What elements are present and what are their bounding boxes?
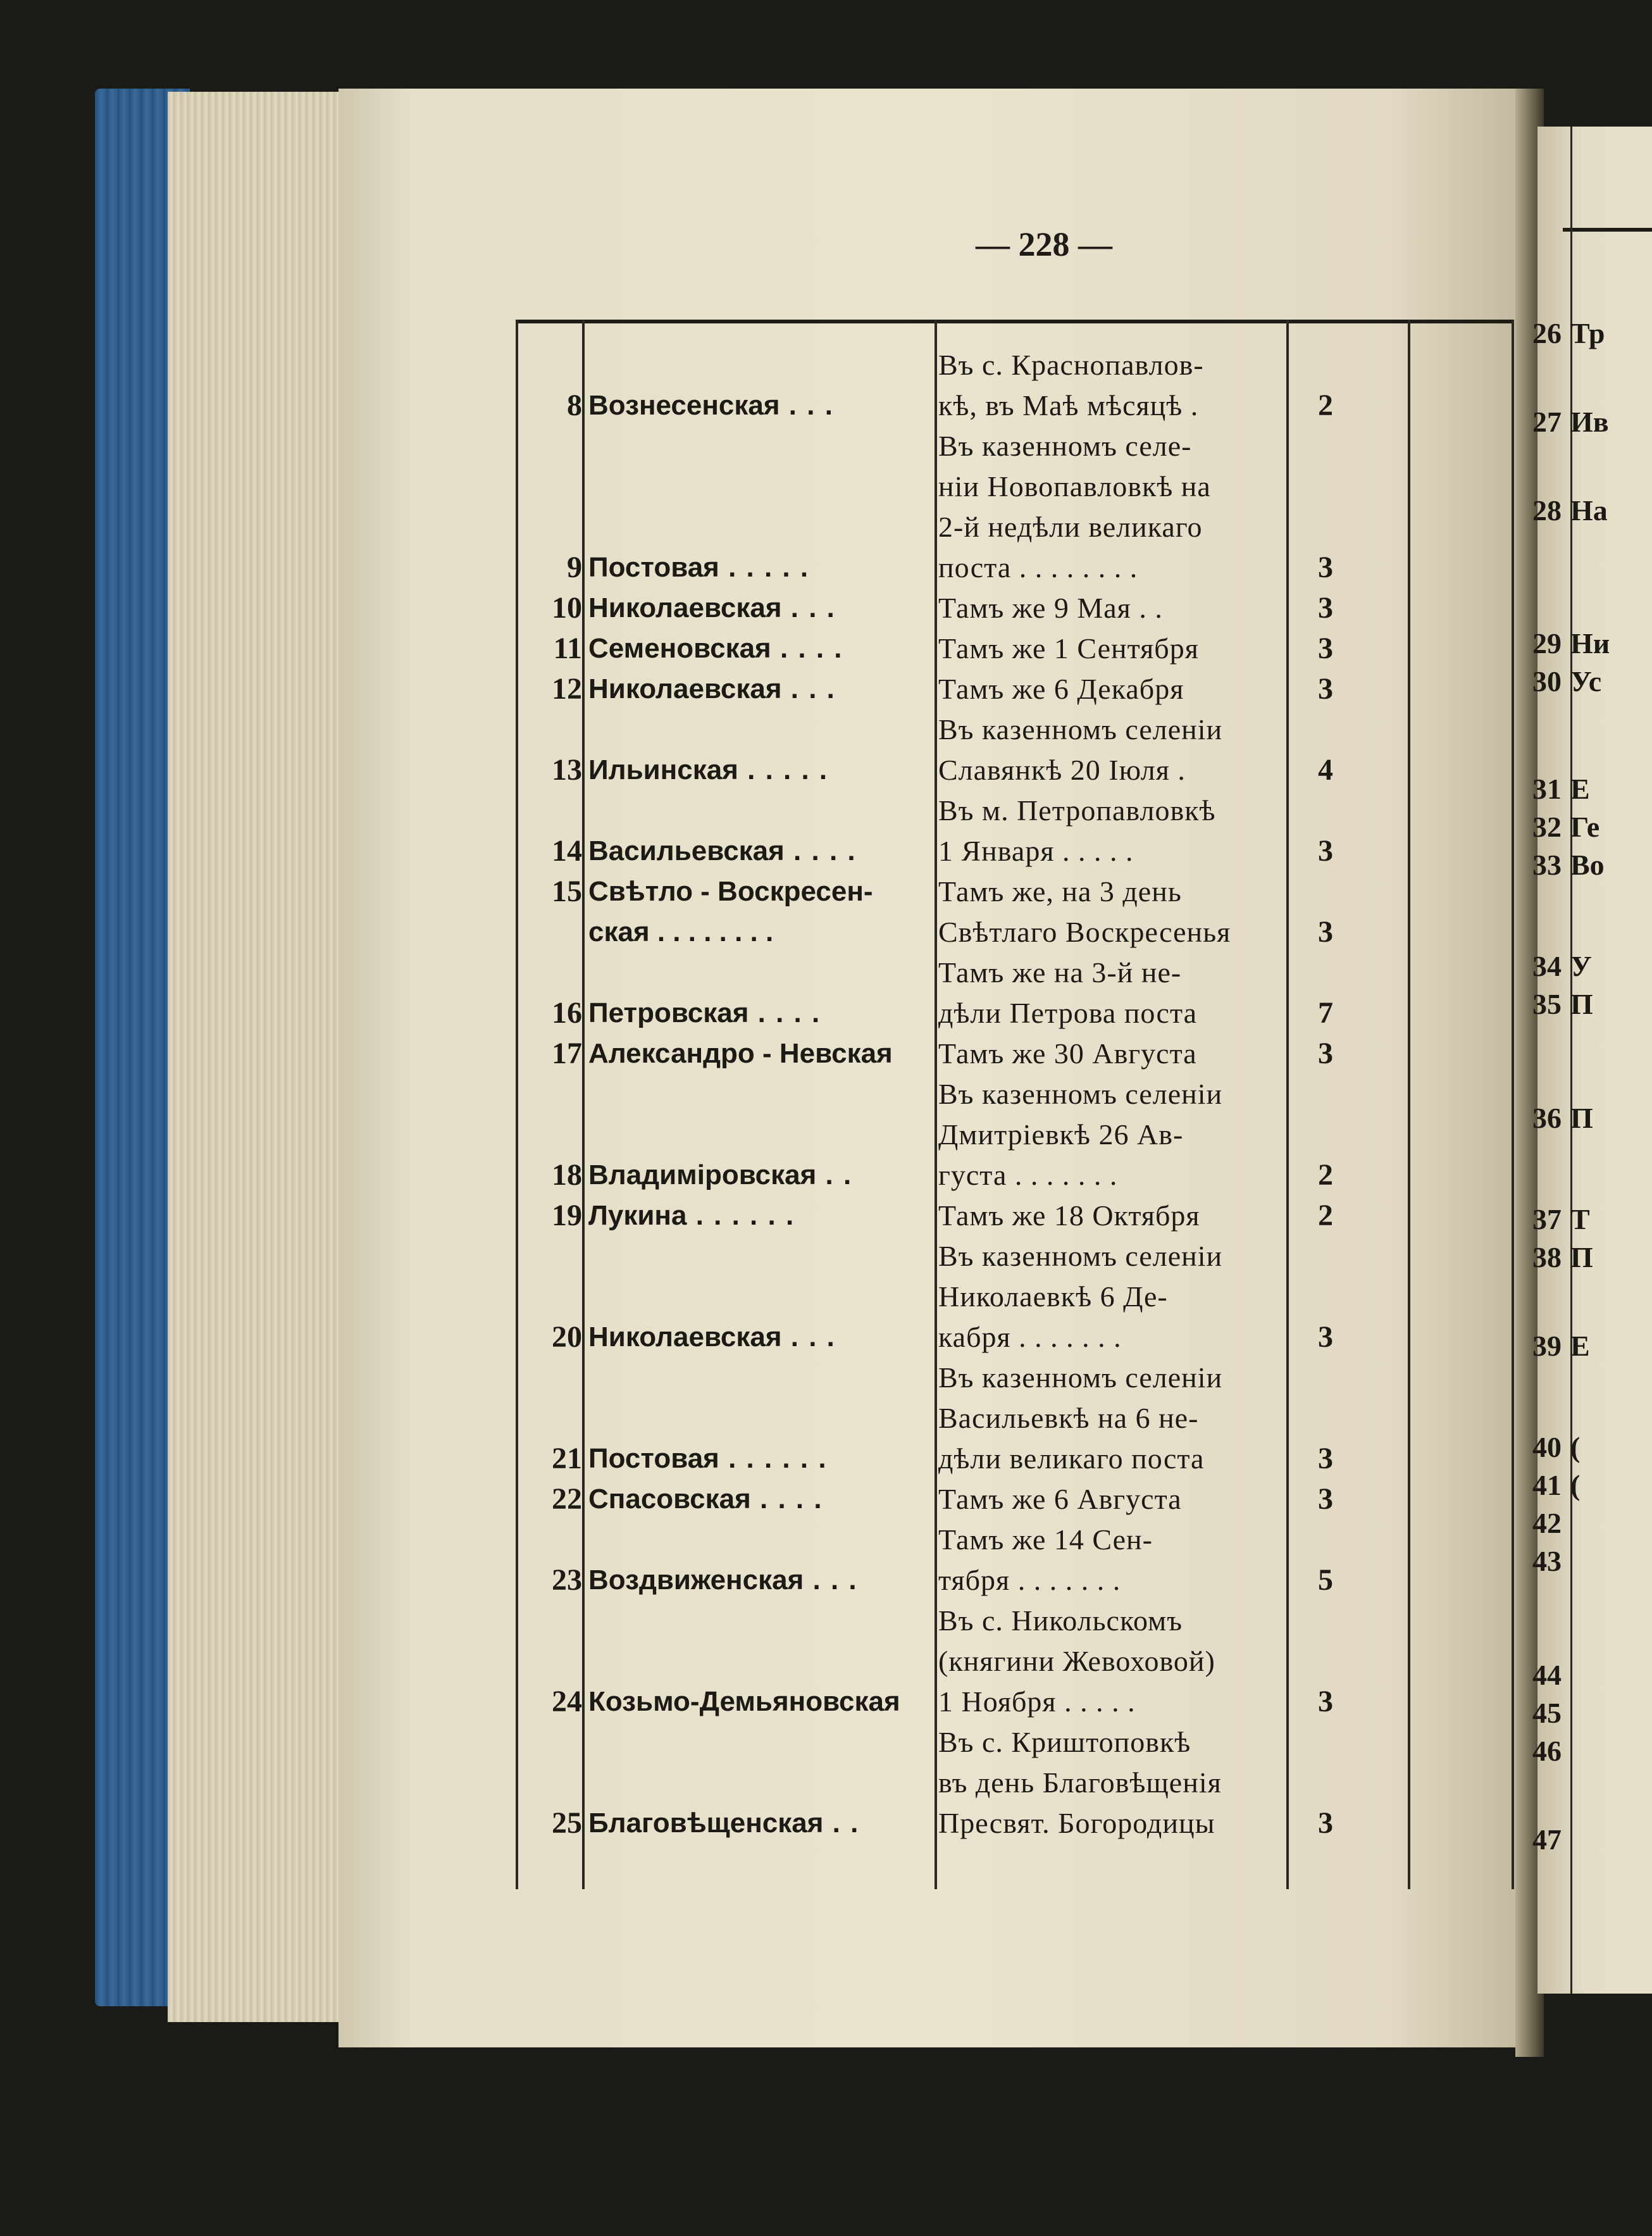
fair-name bbox=[588, 1196, 813, 1236]
right-page-row bbox=[1532, 772, 1590, 806]
right-row-number: 47 bbox=[1532, 1823, 1562, 1856]
fair-duration-days: 3 bbox=[1318, 1806, 1333, 1840]
fair-duration-days: 2 bbox=[1318, 1158, 1333, 1192]
leader-dots: . . . . . . bbox=[686, 1200, 795, 1231]
fair-name-text: Свѣтло - Воскресен- bbox=[588, 876, 873, 907]
fair-name bbox=[588, 1034, 893, 1074]
fair-location-date bbox=[938, 669, 1280, 709]
fair-name-text: Постовая bbox=[588, 552, 719, 583]
location-line: Тамъ же 6 Августа bbox=[938, 1483, 1182, 1515]
location-line: 2-й недѣли великаго bbox=[938, 511, 1203, 543]
fair-location-date bbox=[938, 1520, 1280, 1601]
fair-name bbox=[588, 750, 829, 790]
right-row-number: 35 bbox=[1532, 988, 1562, 1020]
right-row-number: 29 bbox=[1532, 627, 1562, 659]
fair-name bbox=[588, 1479, 823, 1520]
fair-duration-days: 4 bbox=[1318, 753, 1333, 787]
table-row bbox=[516, 345, 1514, 426]
right-row-fragment: Е bbox=[1570, 773, 1590, 805]
leader-dots: . . . . . bbox=[719, 552, 810, 583]
location-line: Дмитріевкѣ 26 Ав- bbox=[938, 1118, 1184, 1151]
right-page-row bbox=[1532, 1506, 1570, 1540]
fair-name bbox=[588, 385, 834, 426]
location-line: Въ с. Криштоповкѣ bbox=[938, 1726, 1191, 1758]
location-line: кѣ, въ Маѣ мѣсяцѣ . bbox=[938, 389, 1199, 422]
fair-location-date bbox=[938, 790, 1280, 871]
right-page-row bbox=[1532, 1734, 1570, 1768]
right-page-row bbox=[1532, 949, 1592, 983]
fair-duration-days: 2 bbox=[1318, 389, 1333, 422]
right-row-fragment: Ив bbox=[1570, 406, 1609, 438]
leader-dots: . . . . . bbox=[738, 754, 829, 785]
fair-duration-days: 3 bbox=[1318, 1037, 1333, 1070]
row-number: 16 bbox=[552, 996, 582, 1030]
fair-duration-days: 3 bbox=[1318, 591, 1333, 625]
right-row-number: 39 bbox=[1532, 1330, 1562, 1362]
fair-location-date bbox=[938, 1358, 1280, 1479]
fair-duration-days: 7 bbox=[1318, 996, 1333, 1030]
table-row bbox=[516, 871, 1514, 952]
location-line: поста . . . . . . . . bbox=[938, 551, 1138, 584]
right-row-number: 46 bbox=[1532, 1735, 1562, 1767]
fair-name bbox=[588, 1317, 836, 1358]
right-row-number: 27 bbox=[1532, 406, 1562, 438]
right-page bbox=[1532, 127, 1652, 1994]
fair-duration-days: 3 bbox=[1318, 1482, 1333, 1516]
right-page-row bbox=[1532, 1430, 1580, 1464]
right-page-row bbox=[1532, 1240, 1593, 1274]
right-row-number: 33 bbox=[1532, 849, 1562, 881]
right-row-fragment: ( bbox=[1570, 1431, 1581, 1463]
right-row-fragment: Во bbox=[1570, 849, 1605, 881]
location-line: Тамъ же, на 3 день bbox=[938, 875, 1182, 908]
right-row-fragment: Тр bbox=[1570, 317, 1605, 349]
row-number: 22 bbox=[552, 1482, 582, 1516]
right-row-number: 43 bbox=[1532, 1545, 1562, 1577]
leader-dots: . . . bbox=[781, 592, 836, 623]
row-number: 8 bbox=[567, 389, 582, 422]
right-row-number: 41 bbox=[1532, 1469, 1562, 1501]
leader-dots: . . . . . . bbox=[719, 1443, 828, 1474]
fair-duration-days: 3 bbox=[1318, 834, 1333, 868]
table-row bbox=[516, 588, 1514, 628]
row-number: 13 bbox=[552, 753, 582, 787]
row-number: 14 bbox=[552, 834, 582, 868]
location-line: Николаевкѣ 6 Де- bbox=[938, 1280, 1168, 1313]
row-number: 15 bbox=[552, 875, 582, 908]
fair-name-text: Петровская bbox=[588, 997, 749, 1028]
row-number: 23 bbox=[552, 1563, 582, 1597]
fair-name-text: Спасовская bbox=[588, 1483, 751, 1515]
fair-name-text: Благовѣщенская bbox=[588, 1808, 824, 1839]
right-row-number: 30 bbox=[1532, 665, 1562, 697]
right-page-row bbox=[1532, 316, 1605, 350]
location-line: густа . . . . . . . bbox=[938, 1159, 1118, 1191]
table-row bbox=[516, 1601, 1514, 1722]
table-row bbox=[516, 790, 1514, 871]
location-line: Въ казенномъ селеніи bbox=[938, 713, 1223, 746]
leader-dots: . . bbox=[823, 1808, 860, 1839]
fair-name bbox=[588, 1682, 900, 1722]
fair-location-date bbox=[938, 588, 1280, 628]
fair-location-date bbox=[938, 1722, 1280, 1844]
table-row bbox=[516, 1722, 1514, 1844]
fair-name-text: Постовая bbox=[588, 1443, 719, 1474]
leader-dots: . . . bbox=[781, 1321, 836, 1352]
right-page-row bbox=[1532, 1202, 1590, 1236]
right-page-row bbox=[1532, 1658, 1570, 1692]
fair-name bbox=[588, 669, 836, 709]
fair-name bbox=[588, 588, 836, 628]
fair-location-date bbox=[938, 1236, 1280, 1358]
location-line: Въ казенномъ селе- bbox=[938, 430, 1192, 462]
location-line: Пресвят. Богородицы bbox=[938, 1807, 1215, 1839]
right-row-number: 40 bbox=[1532, 1431, 1562, 1463]
location-line: въ день Благовѣщенія bbox=[938, 1766, 1222, 1799]
location-line: Тамъ же 1 Сентября bbox=[938, 632, 1199, 665]
fair-name bbox=[588, 1803, 860, 1844]
fair-duration-days: 3 bbox=[1318, 1320, 1333, 1354]
table-row bbox=[516, 1034, 1514, 1074]
right-page-row bbox=[1532, 810, 1599, 844]
location-line: Тамъ же 6 Декабря bbox=[938, 673, 1184, 705]
fairs-table bbox=[516, 320, 1514, 1889]
fair-duration-days: 5 bbox=[1318, 1563, 1333, 1597]
right-row-fragment: Т bbox=[1570, 1203, 1590, 1235]
location-line: Славянкѣ 20 Іюля . bbox=[938, 754, 1186, 786]
fair-name bbox=[588, 1155, 853, 1196]
location-line: Въ казенномъ селеніи bbox=[938, 1361, 1223, 1394]
table-row bbox=[516, 1520, 1514, 1601]
fair-duration-days: 3 bbox=[1318, 1442, 1333, 1475]
fair-location-date bbox=[938, 1196, 1280, 1236]
table-top-rule bbox=[516, 320, 1514, 323]
location-line: Тамъ же 9 Мая . . bbox=[938, 592, 1163, 624]
table-row bbox=[516, 952, 1514, 1034]
right-row-fragment: Ни bbox=[1570, 627, 1610, 659]
table-row bbox=[516, 1236, 1514, 1358]
page-number: — 228 — bbox=[976, 225, 1112, 263]
leader-dots: . . . bbox=[804, 1565, 858, 1596]
fair-duration-days: 3 bbox=[1318, 915, 1333, 949]
right-page-row bbox=[1532, 494, 1608, 527]
right-row-number: 31 bbox=[1532, 773, 1562, 805]
right-page-row bbox=[1532, 848, 1605, 882]
right-row-fragment: Ус bbox=[1570, 665, 1602, 697]
right-row-number: 34 bbox=[1532, 950, 1562, 982]
location-line: Въ казенномъ селеніи bbox=[938, 1078, 1223, 1110]
fair-name-text: Лукина bbox=[588, 1200, 687, 1231]
right-page-row bbox=[1532, 405, 1609, 439]
fair-location-date bbox=[938, 709, 1280, 790]
location-line: Тамъ же 30 Августа bbox=[938, 1037, 1197, 1070]
leader-dots: . . . bbox=[779, 390, 834, 421]
fair-duration-days: 2 bbox=[1318, 1199, 1333, 1232]
fair-name-text: Семеновская bbox=[588, 633, 771, 664]
fair-location-date bbox=[938, 1601, 1280, 1722]
fair-name-text: Николаевская bbox=[588, 592, 782, 623]
row-number: 18 bbox=[552, 1158, 582, 1192]
fair-location-date bbox=[938, 426, 1280, 588]
fair-location-date bbox=[938, 1074, 1280, 1196]
leader-dots: . . . . bbox=[750, 1483, 823, 1515]
table-row bbox=[516, 1196, 1514, 1236]
leader-dots: . . . bbox=[781, 673, 836, 704]
leader-dots: . . . . bbox=[748, 997, 821, 1028]
table-row bbox=[516, 1479, 1514, 1520]
right-page-row bbox=[1532, 1329, 1590, 1363]
right-row-fragment: ( bbox=[1570, 1469, 1581, 1501]
row-number: 11 bbox=[553, 632, 582, 665]
right-row-fragment: На bbox=[1570, 494, 1608, 527]
row-number: 17 bbox=[552, 1037, 582, 1070]
fair-name bbox=[588, 1439, 828, 1479]
row-number: 21 bbox=[552, 1442, 582, 1475]
location-line: Тамъ же 14 Сен- bbox=[938, 1523, 1153, 1556]
right-row-number: 45 bbox=[1532, 1697, 1562, 1729]
row-number: 19 bbox=[552, 1199, 582, 1232]
page-edges bbox=[168, 92, 345, 2022]
right-row-number: 32 bbox=[1532, 811, 1562, 843]
right-page-row bbox=[1532, 665, 1601, 698]
fair-duration-days: 3 bbox=[1318, 672, 1333, 706]
fair-name bbox=[588, 628, 843, 669]
row-number: 12 bbox=[552, 672, 582, 706]
right-row-number: 26 bbox=[1532, 317, 1562, 349]
location-line: дѣли великаго поста bbox=[938, 1442, 1205, 1475]
location-line: Тамъ же 18 Октября bbox=[938, 1199, 1200, 1232]
leader-dots: . . bbox=[816, 1159, 853, 1190]
row-number: 20 bbox=[552, 1320, 582, 1354]
fair-location-date bbox=[938, 345, 1280, 426]
table-row bbox=[516, 1358, 1514, 1479]
right-page-row bbox=[1532, 1823, 1570, 1856]
location-line: Въ казенномъ селеніи bbox=[938, 1240, 1223, 1272]
right-page-row bbox=[1532, 1544, 1570, 1578]
fair-duration-days: 3 bbox=[1318, 632, 1333, 665]
fair-location-date bbox=[938, 628, 1280, 669]
fair-name-text: Вознесенская bbox=[588, 390, 780, 421]
fair-name bbox=[588, 871, 873, 912]
fair-name-text: Николаевская bbox=[588, 673, 782, 704]
fair-name-text: Николаевская bbox=[588, 1321, 782, 1352]
right-page-row bbox=[1532, 1101, 1593, 1135]
right-row-fragment: П bbox=[1570, 988, 1593, 1020]
location-line: Тамъ же на 3-й не- bbox=[938, 956, 1182, 989]
table-row bbox=[516, 669, 1514, 709]
location-line: (княгини Жевоховой) bbox=[938, 1645, 1215, 1677]
right-row-number: 38 bbox=[1532, 1241, 1562, 1273]
location-line: 1 Января . . . . . bbox=[938, 835, 1134, 867]
table-row bbox=[516, 426, 1514, 588]
right-row-fragment: П bbox=[1570, 1102, 1593, 1134]
right-row-fragment: У bbox=[1570, 950, 1592, 982]
right-page-row bbox=[1532, 987, 1593, 1021]
table-row bbox=[516, 628, 1514, 669]
fair-name bbox=[588, 831, 857, 871]
fair-duration-days: 3 bbox=[1318, 551, 1333, 584]
location-line: 1 Ноября . . . . . bbox=[938, 1685, 1136, 1718]
location-line: Свѣтлаго Воскресенья bbox=[938, 916, 1231, 948]
row-number: 24 bbox=[552, 1685, 582, 1718]
fair-location-date bbox=[938, 1034, 1280, 1074]
fair-name-text: Козьмо-Демьяновская bbox=[588, 1686, 900, 1717]
location-line: ніи Новопавловкѣ на bbox=[938, 470, 1211, 503]
right-row-number: 28 bbox=[1532, 494, 1562, 527]
right-row-number: 37 bbox=[1532, 1203, 1562, 1235]
fair-name-text: Александро - Невская bbox=[588, 1038, 893, 1069]
right-row-fragment: Ге bbox=[1570, 811, 1600, 843]
right-page-row bbox=[1532, 627, 1610, 660]
fair-name bbox=[588, 1560, 858, 1601]
location-line: кабря . . . . . . . bbox=[938, 1321, 1122, 1353]
location-line: тября . . . . . . . bbox=[938, 1564, 1121, 1596]
fair-location-date bbox=[938, 952, 1280, 1034]
row-number: 10 bbox=[552, 591, 582, 625]
right-row-fragment: Е bbox=[1570, 1330, 1590, 1362]
right-row-number: 44 bbox=[1532, 1659, 1562, 1691]
fair-name bbox=[588, 547, 813, 588]
right-page-row bbox=[1532, 1468, 1580, 1502]
location-line: Въ м. Петропавловкѣ bbox=[938, 794, 1216, 827]
location-line: Въ с. Никольскомъ bbox=[938, 1604, 1183, 1637]
location-line: дѣли Петрова поста bbox=[938, 997, 1198, 1029]
right-row-number: 42 bbox=[1532, 1507, 1562, 1539]
leader-dots: . . . . bbox=[784, 835, 857, 866]
fair-duration-days: 3 bbox=[1318, 1685, 1333, 1718]
leader-dots: . . . . bbox=[771, 633, 843, 664]
fair-name-text: Ильинская bbox=[588, 754, 738, 785]
fair-name-continuation: ская . . . . . . . . bbox=[588, 916, 774, 947]
right-row-number: 36 bbox=[1532, 1102, 1562, 1134]
fair-name-text: Владиміровская bbox=[588, 1159, 817, 1190]
fair-name-text: Васильевская bbox=[588, 835, 785, 866]
fair-location-date bbox=[938, 871, 1280, 952]
row-number: 9 bbox=[567, 551, 582, 584]
right-page-row bbox=[1532, 1696, 1570, 1730]
right-row-fragment: П bbox=[1570, 1241, 1593, 1273]
fair-name-text: Воздвиженская bbox=[588, 1565, 804, 1596]
fair-location-date bbox=[938, 1479, 1280, 1520]
table-row bbox=[516, 1074, 1514, 1196]
table-row bbox=[516, 709, 1514, 790]
right-table-top-rule bbox=[1563, 228, 1652, 232]
location-line: Въ с. Краснопавлов- bbox=[938, 349, 1204, 381]
row-number: 25 bbox=[552, 1806, 582, 1840]
location-line: Васильевкѣ на 6 не- bbox=[938, 1402, 1199, 1434]
fair-name bbox=[588, 993, 821, 1034]
